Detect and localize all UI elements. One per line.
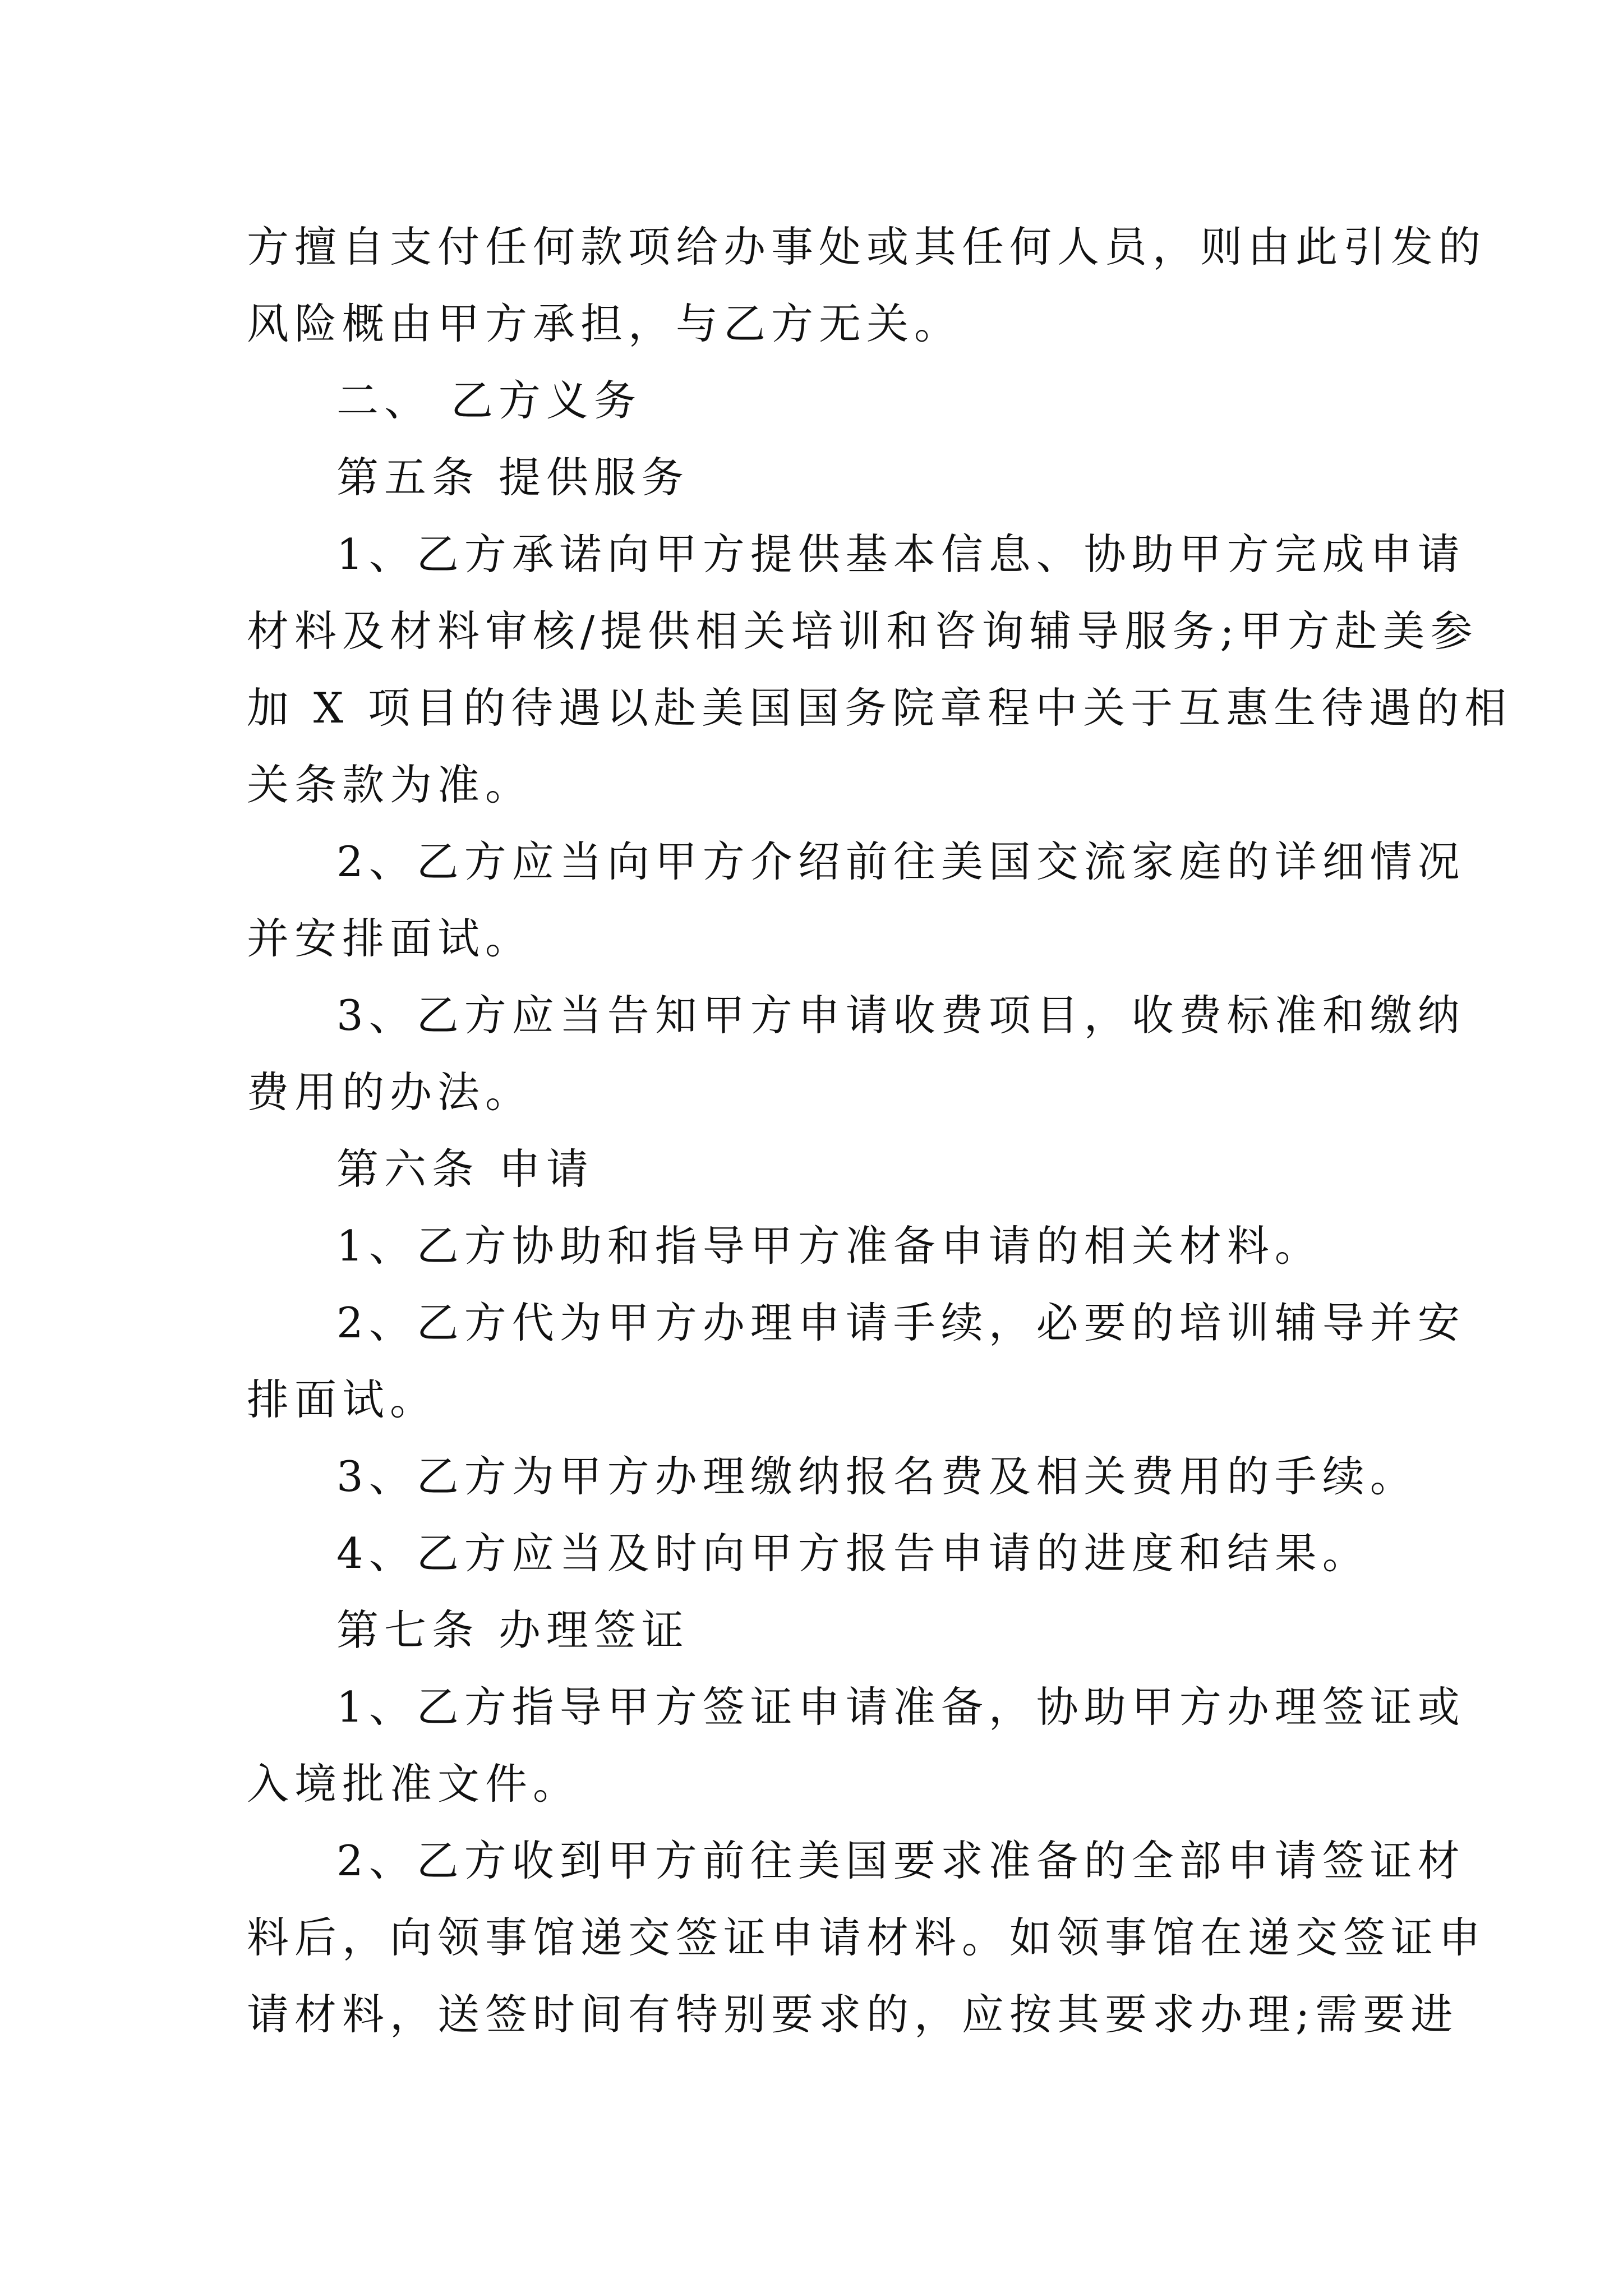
- paragraph-line: 1、乙方承诺向甲方提供基本信息、协助甲方完成申请: [336, 530, 1465, 579]
- paragraph-line: 4、乙方应当及时向甲方报告申请的进度和结果。: [336, 1529, 1370, 1578]
- paragraph-line: 2、乙方代为甲方办理申请手续，必要的培训辅导并安: [336, 1298, 1465, 1347]
- article-heading-6: 第六条 申请: [336, 1144, 594, 1194]
- paragraph-line: 3、乙方应当告知甲方申请收费项目，收费标准和缴纳: [336, 991, 1465, 1040]
- paragraph-line: 1、乙方指导甲方签证申请准备，协助甲方办理签证或: [336, 1682, 1465, 1732]
- paragraph-line: 并安排面试。: [247, 914, 533, 963]
- paragraph-line: 加 X 项目的待遇以赴美国国务院章程中关于互惠生待遇的相: [247, 683, 1513, 733]
- text-line-1: 方擅自支付任何款项给办事处或其任何人员，则由此引发的: [247, 222, 1487, 272]
- paragraph-line: 料后，向领事馆递交签证申请材料。如领事馆在递交签证申: [247, 1913, 1487, 1962]
- paragraph-line: 材料及材料审核/提供相关培训和咨询辅导服务;甲方赴美参: [247, 606, 1478, 656]
- paragraph-line: 1、乙方协助和指导甲方准备申请的相关材料。: [336, 1221, 1322, 1271]
- paragraph-line: 2、乙方应当向甲方介绍前往美国交流家庭的详细情况: [336, 837, 1465, 886]
- paragraph-line: 2、乙方收到甲方前往美国要求准备的全部申请签证材: [336, 1836, 1465, 1885]
- text-line-2: 风险概由甲方承担，与乙方无关。: [247, 299, 962, 348]
- paragraph-line: 排面试。: [247, 1375, 438, 1424]
- paragraph-line: 3、乙方为甲方办理缴纳报名费及相关费用的手续。: [336, 1452, 1418, 1501]
- paragraph-line: 请材料，送签时间有特别要求的，应按其要求办理;需要进: [247, 1990, 1459, 2039]
- article-heading-5: 第五条 提供服务: [336, 453, 689, 502]
- paragraph-line: 入境批准文件。: [247, 1759, 581, 1809]
- section-heading: 二、 乙方义务: [336, 376, 642, 425]
- document-body: [247, 209, 1513, 2053]
- paragraph-line: 费用的办法。: [247, 1068, 533, 1117]
- paragraph-line: 关条款为准。: [247, 760, 533, 809]
- article-heading-7: 第七条 办理签证: [336, 1605, 689, 1655]
